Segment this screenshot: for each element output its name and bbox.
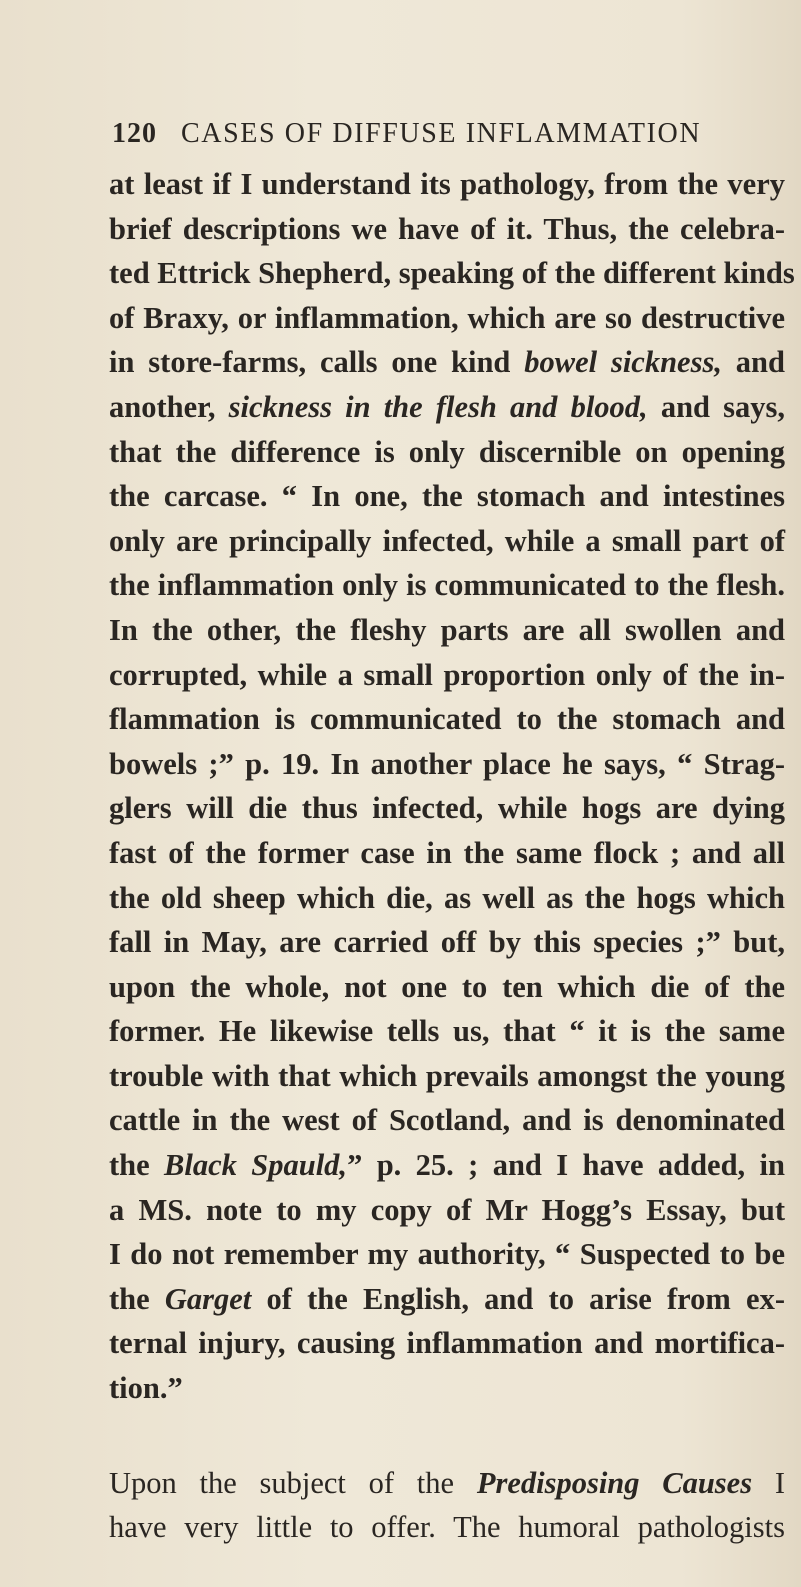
page-number: 120 bbox=[112, 118, 157, 149]
text-line: upon the whole, not one to ten which die of the bbox=[109, 969, 785, 1004]
text-line: fall in May, are carried off by this species ;” but, bbox=[109, 925, 785, 960]
text-run: I bbox=[752, 1465, 785, 1500]
text-line: the old sheep which die, as well as the hogs which bbox=[109, 880, 785, 915]
text-line: I do not remember my authority, “ Suspected to be bbox=[109, 1237, 785, 1272]
text-line bbox=[109, 1277, 785, 1322]
text-run: another, bbox=[109, 389, 229, 424]
italic-term: Black Spauld, bbox=[164, 1148, 348, 1183]
italic-term: bowel sickness, bbox=[524, 345, 722, 380]
text-line: former. He likewise tells us, that “ it is the same bbox=[109, 1014, 785, 1049]
text-line: fast of the former case in the same flock ; and all bbox=[109, 835, 785, 870]
text-line bbox=[109, 340, 785, 385]
italic-term: Predisposing Causes bbox=[476, 1465, 753, 1500]
text-line: In the other, the fleshy parts are all swollen and bbox=[109, 612, 785, 647]
running-title: CASES OF DIFFUSE INFLAMMATION bbox=[181, 118, 702, 149]
text-run: in store-farms, calls one kind bbox=[109, 345, 525, 380]
text-line: ted Ettrick Shepherd, speaking of the different kinds bbox=[109, 256, 795, 291]
text-run: the bbox=[109, 1281, 165, 1316]
text-line: only are principally infected, while a small part of bbox=[109, 523, 785, 558]
text-line: glers will die thus infected, while hogs are dying bbox=[109, 791, 785, 826]
text-run: Upon the subject of the bbox=[109, 1465, 477, 1500]
text-run: the bbox=[109, 1148, 165, 1183]
text-line: of Braxy, or inflammation, which are so destructive bbox=[109, 300, 785, 335]
text-line: bowels ;” p. 19. In another place he says, “ Strag- bbox=[109, 746, 785, 781]
text-run: and bbox=[721, 345, 785, 380]
text-line: tion.” bbox=[109, 1371, 183, 1406]
text-line: cattle in the west of Scotland, and is denominated bbox=[109, 1103, 785, 1138]
text-line: a MS. note to my copy of Mr Hogg’s Essay, but bbox=[109, 1192, 785, 1227]
running-head bbox=[112, 118, 782, 162]
italic-term: sickness in the flesh and blood, bbox=[228, 389, 648, 424]
paragraph-2 bbox=[109, 1461, 785, 1550]
text-line bbox=[109, 385, 785, 430]
text-line: at least if I understand its pathology, from the very bbox=[109, 167, 785, 201]
text-line: brief descriptions we have of it. Thus, the celebra- bbox=[109, 211, 785, 246]
text-line: corrupted, while a small proportion only of the in- bbox=[109, 657, 785, 692]
text-line: flammation is communicated to the stomach and bbox=[109, 702, 785, 737]
text-line: the inflammation only is communicated to the flesh. bbox=[109, 568, 785, 603]
text-line: have very little to offer. The humoral pathologists bbox=[109, 1510, 785, 1545]
text-line bbox=[109, 1143, 785, 1188]
text-run: ” p. 25. ; and I have added, in bbox=[347, 1148, 785, 1183]
text-line bbox=[109, 1461, 785, 1506]
body-text bbox=[109, 162, 795, 1550]
italic-term: Garget bbox=[164, 1281, 252, 1316]
text-run: of the English, and to arise from ex- bbox=[251, 1281, 785, 1316]
text-line: trouble with that which prevails amongst the young bbox=[109, 1058, 785, 1093]
paragraph-break bbox=[109, 1411, 785, 1461]
text-line: the carcase. “ In one, the stomach and intestines bbox=[109, 479, 785, 514]
text-line: that the difference is only discernible on opening bbox=[109, 434, 785, 469]
paragraph-1 bbox=[109, 162, 795, 1411]
text-line: ternal injury, causing inflammation and mortifica- bbox=[109, 1326, 785, 1361]
text-run: and says, bbox=[647, 389, 785, 424]
